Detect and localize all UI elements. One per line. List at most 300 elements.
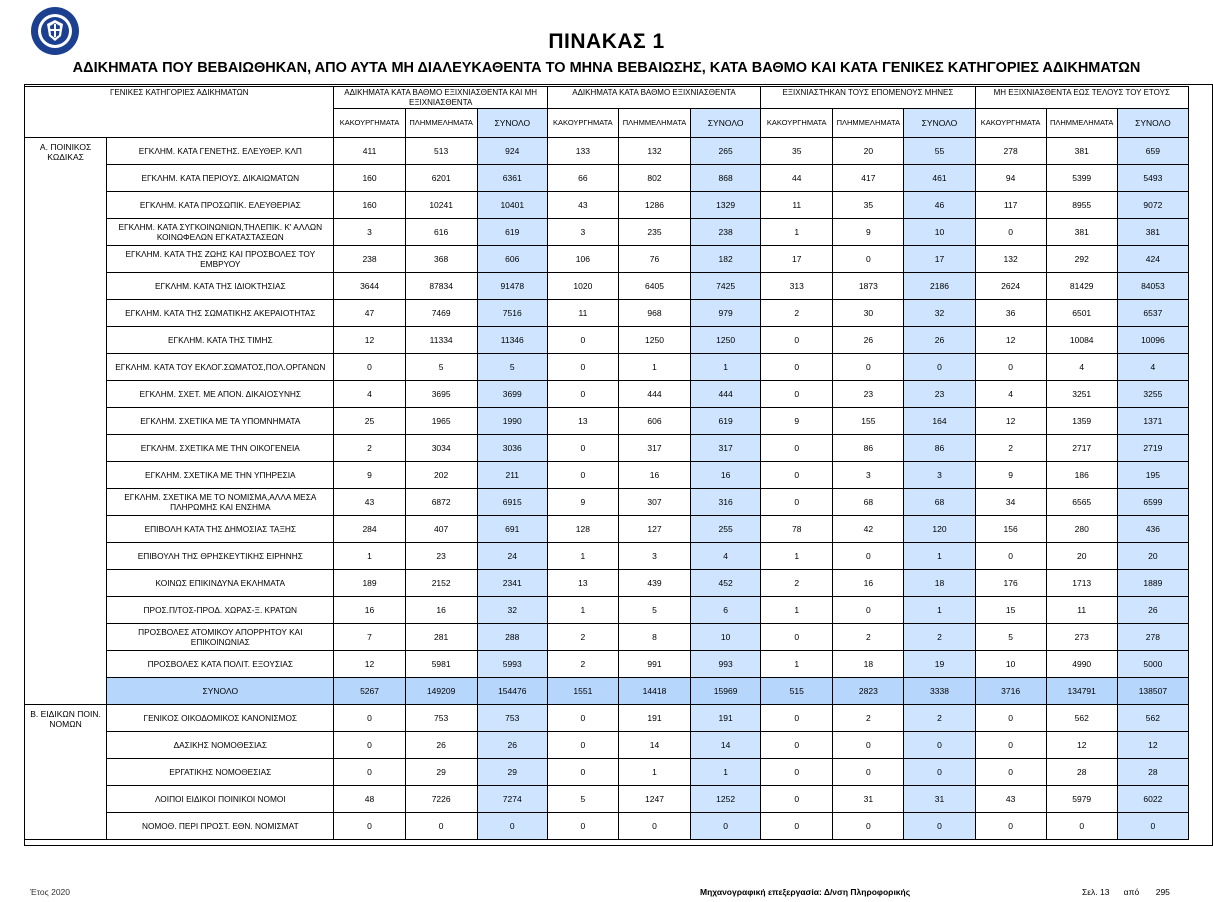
value-cell: 5 xyxy=(975,624,1046,651)
value-cell: 32 xyxy=(477,597,547,624)
value-cell: 1 xyxy=(618,759,690,786)
value-cell: 238 xyxy=(691,219,761,246)
value-cell: 25 xyxy=(334,408,405,435)
value-cell: 238 xyxy=(334,246,405,273)
value-cell: 411 xyxy=(334,138,405,165)
value-cell: 5979 xyxy=(1046,786,1117,813)
value-cell: 0 xyxy=(477,813,547,840)
value-cell: 0 xyxy=(833,354,904,381)
crime-table xyxy=(24,86,1189,840)
value-cell: 24 xyxy=(477,543,547,570)
value-cell: 13 xyxy=(547,570,618,597)
value-cell: 43 xyxy=(334,489,405,516)
value-cell: 10096 xyxy=(1117,327,1188,354)
table-row xyxy=(25,813,1189,840)
table-row xyxy=(25,381,1189,408)
value-cell: 31 xyxy=(833,786,904,813)
value-cell: 55 xyxy=(904,138,975,165)
value-cell: 0 xyxy=(833,813,904,840)
value-cell: 619 xyxy=(691,408,761,435)
value-cell: 91478 xyxy=(477,273,547,300)
crime-category: ΕΓΚΛΗΜ. ΚΑΤΑ ΤΗΣ ΖΩΗΣ ΚΑΙ ΠΡΟΣΒΟΛΕΣ ΤΟΥ ΕΜΒΡΥΟΥ xyxy=(107,246,334,273)
value-cell: 424 xyxy=(1117,246,1188,273)
value-cell: 186 xyxy=(1046,462,1117,489)
table-row xyxy=(25,732,1189,759)
value-cell: 2 xyxy=(975,435,1046,462)
table-row xyxy=(25,786,1189,813)
value-cell: 35 xyxy=(761,138,833,165)
value-cell: 1 xyxy=(761,651,833,678)
value-cell: 436 xyxy=(1117,516,1188,543)
value-cell: 4 xyxy=(334,381,405,408)
value-cell: 0 xyxy=(761,489,833,516)
total-value-cell: 138507 xyxy=(1117,678,1188,705)
value-cell: 6361 xyxy=(477,165,547,192)
value-cell: 23 xyxy=(904,381,975,408)
column-subheader: ΠΛΗΜΜΕΛΗΜΑΤΑ xyxy=(1046,109,1117,138)
value-cell: 133 xyxy=(547,138,618,165)
value-cell: 0 xyxy=(833,732,904,759)
value-cell: 2186 xyxy=(904,273,975,300)
total-value-cell: 15969 xyxy=(691,678,761,705)
value-cell: 4 xyxy=(975,381,1046,408)
crime-category: ΕΓΚΛΗΜ. ΚΑΤΑ ΠΕΡΙΟΥΣ. ΔΙΚΑΙΩΜΑΤΩΝ xyxy=(107,165,334,192)
value-cell: 0 xyxy=(975,354,1046,381)
value-cell: 439 xyxy=(618,570,690,597)
table-row xyxy=(25,759,1189,786)
page-subtitle: ΑΔΙΚΗΜΑΤΑ ΠΟΥ ΒΕΒΑΙΩΘΗΚΑΝ, ΑΠΟ ΑΥΤΑ ΜΗ ΔΙΑΛΕΥΚΑΘΕΝΤΑ ΤΟ ΜΗΝΑ ΒΕΒΑΙΩΣΗΣ, ΚΑΤΑ ΒΑΘΜΟ ΚΑΙ ΚΑΤΑ ΓΕΝΙΚΕΣ ΚΑΤΗΓΟΡΙΕΣ ΑΔΙΚΗΜΑΤΩΝ xyxy=(72,60,1141,76)
value-cell: 9 xyxy=(761,408,833,435)
value-cell: 2 xyxy=(904,624,975,651)
value-cell: 35 xyxy=(833,192,904,219)
value-cell: 993 xyxy=(691,651,761,678)
value-cell: 86 xyxy=(904,435,975,462)
value-cell: 87834 xyxy=(405,273,477,300)
value-cell: 12 xyxy=(334,651,405,678)
value-cell: 0 xyxy=(761,732,833,759)
value-cell: 12 xyxy=(975,327,1046,354)
value-cell: 317 xyxy=(618,435,690,462)
value-cell: 273 xyxy=(1046,624,1117,651)
value-cell: 1 xyxy=(761,597,833,624)
value-cell: 2 xyxy=(547,651,618,678)
column-group-header: ΑΔΙΚΗΜΑΤΑ ΚΑΤΑ ΒΑΘΜΟ ΕΞΙΧΝΙΑΣΘΕΝΤΑ ΚΑΙ ΜΗ ΕΞΙΧΝΙΑΣΘΕΝΤΑ xyxy=(334,87,547,109)
value-cell: 191 xyxy=(618,705,690,732)
value-cell: 81429 xyxy=(1046,273,1117,300)
value-cell: 1 xyxy=(761,543,833,570)
value-cell: 120 xyxy=(904,516,975,543)
value-cell: 155 xyxy=(833,408,904,435)
value-cell: 753 xyxy=(477,705,547,732)
value-cell: 10401 xyxy=(477,192,547,219)
crime-category: ΓΕΝΙΚΟΣ ΟΙΚΟΔΟΜΙΚΟΣ ΚΑΝΟΝΙΣΜΟΣ xyxy=(107,705,334,732)
value-cell: 15 xyxy=(975,597,1046,624)
value-cell: 0 xyxy=(975,705,1046,732)
value-cell: 117 xyxy=(975,192,1046,219)
value-cell: 29 xyxy=(477,759,547,786)
value-cell: 14 xyxy=(691,732,761,759)
value-cell: 0 xyxy=(975,732,1046,759)
column-subheader: ΚΑΚΟΥΡΓΗΜΑΤΑ xyxy=(547,109,618,138)
value-cell: 3034 xyxy=(405,435,477,462)
value-cell: 11334 xyxy=(405,327,477,354)
value-cell: 29 xyxy=(405,759,477,786)
crime-category: ΕΓΚΛΗΜ. ΣΧΕΤΙΚΑ ΜΕ ΤΗΝ ΥΠΗΡΕΣΙΑ xyxy=(107,462,334,489)
value-cell: 43 xyxy=(547,192,618,219)
value-cell: 182 xyxy=(691,246,761,273)
value-cell: 0 xyxy=(975,813,1046,840)
value-cell: 444 xyxy=(691,381,761,408)
value-cell: 0 xyxy=(761,327,833,354)
value-cell: 0 xyxy=(334,813,405,840)
value-cell: 0 xyxy=(904,354,975,381)
value-cell: 0 xyxy=(761,381,833,408)
value-cell: 452 xyxy=(691,570,761,597)
value-cell: 0 xyxy=(547,732,618,759)
footer-year: Έτος 2020 xyxy=(30,887,70,897)
value-cell: 1889 xyxy=(1117,570,1188,597)
value-cell: 3036 xyxy=(477,435,547,462)
value-cell: 78 xyxy=(761,516,833,543)
value-cell: 32 xyxy=(904,300,975,327)
value-cell: 0 xyxy=(975,759,1046,786)
value-cell: 1250 xyxy=(618,327,690,354)
value-cell: 17 xyxy=(904,246,975,273)
value-cell: 1 xyxy=(618,354,690,381)
value-cell: 407 xyxy=(405,516,477,543)
value-cell: 307 xyxy=(618,489,690,516)
value-cell: 10 xyxy=(975,651,1046,678)
value-cell: 278 xyxy=(1117,624,1188,651)
crime-category: ΕΓΚΛΗΜ. ΣΧΕΤ. ΜΕ ΑΠΟΝ. ΔΙΚΑΙΟΣΥΝΗΣ xyxy=(107,381,334,408)
value-cell: 28 xyxy=(1046,759,1117,786)
value-cell: 3251 xyxy=(1046,381,1117,408)
column-subheader: ΣΥΝΟΛΟ xyxy=(477,109,547,138)
value-cell: 2 xyxy=(904,705,975,732)
value-cell: 6872 xyxy=(405,489,477,516)
value-cell: 9 xyxy=(975,462,1046,489)
value-cell: 3644 xyxy=(334,273,405,300)
value-cell: 1 xyxy=(691,759,761,786)
value-cell: 3 xyxy=(334,219,405,246)
section-label: Α. ΠΟΙΝΙΚΟΣ ΚΩΔΙΚΑΣ xyxy=(25,138,107,705)
value-cell: 12 xyxy=(334,327,405,354)
value-cell: 7274 xyxy=(477,786,547,813)
value-cell: 7516 xyxy=(477,300,547,327)
value-cell: 26 xyxy=(405,732,477,759)
value-cell: 2341 xyxy=(477,570,547,597)
value-cell: 255 xyxy=(691,516,761,543)
value-cell: 280 xyxy=(1046,516,1117,543)
value-cell: 0 xyxy=(904,759,975,786)
value-cell: 68 xyxy=(904,489,975,516)
value-cell: 16 xyxy=(691,462,761,489)
value-cell: 8 xyxy=(618,624,690,651)
value-cell: 30 xyxy=(833,300,904,327)
value-cell: 17 xyxy=(761,246,833,273)
value-cell: 619 xyxy=(477,219,547,246)
crime-category: ΠΡΟΣΒΟΛΕΣ ΚΑΤΑ ΠΟΛΙΤ. ΕΞΟΥΣΙΑΣ xyxy=(107,651,334,678)
value-cell: 0 xyxy=(761,624,833,651)
crime-category: ΕΓΚΛΗΜ. ΚΑΤΑ ΤΟΥ ΕΚΛΟΓ.ΣΩΜΑΤΟΣ,ΠΟΛ.ΟΡΓΑΝΩΝ xyxy=(107,354,334,381)
value-cell: 991 xyxy=(618,651,690,678)
value-cell: 2 xyxy=(334,435,405,462)
value-cell: 10241 xyxy=(405,192,477,219)
value-cell: 381 xyxy=(1046,138,1117,165)
value-cell: 606 xyxy=(618,408,690,435)
table-row xyxy=(25,462,1189,489)
value-cell: 513 xyxy=(405,138,477,165)
value-cell: 5 xyxy=(547,786,618,813)
value-cell: 5493 xyxy=(1117,165,1188,192)
total-value-cell: 134791 xyxy=(1046,678,1117,705)
value-cell: 1252 xyxy=(691,786,761,813)
crime-category: ΠΡΟΣ.Π/ΤΟΣ-ΠΡΟΔ. ΧΩΡΑΣ-Ξ. ΚΡΑΤΩΝ xyxy=(107,597,334,624)
crime-category: ΕΡΓΑΤΙΚΗΣ ΝΟΜΟΘΕΣΙΑΣ xyxy=(107,759,334,786)
value-cell: 1965 xyxy=(405,408,477,435)
value-cell: 31 xyxy=(904,786,975,813)
value-cell: 1020 xyxy=(547,273,618,300)
column-subheader: ΚΑΚΟΥΡΓΗΜΑΤΑ xyxy=(334,109,405,138)
value-cell: 10084 xyxy=(1046,327,1117,354)
value-cell: 66 xyxy=(547,165,618,192)
value-cell: 606 xyxy=(477,246,547,273)
crime-category: ΠΡΟΣΒΟΛΕΣ ΑΤΟΜΙΚΟΥ ΑΠΟΡΡΗΤΟΥ ΚΑΙ ΕΠΙΚΟΙΝΩΝΙΑΣ xyxy=(107,624,334,651)
value-cell: 19 xyxy=(904,651,975,678)
value-cell: 47 xyxy=(334,300,405,327)
value-cell: 43 xyxy=(975,786,1046,813)
value-cell: 9 xyxy=(833,219,904,246)
column-group-header: ΕΞΙΧΝΙΑΣΤΗΚΑΝ ΤΟΥΣ ΕΠΟΜΕΝΟΥΣ ΜΗΝΕΣ xyxy=(761,87,975,109)
page-number: 13 xyxy=(1100,887,1110,897)
value-cell: 0 xyxy=(547,759,618,786)
value-cell: 691 xyxy=(477,516,547,543)
category-header: ΓΕΝΙΚΕΣ ΚΑΤΗΓΟΡΙΕΣ ΑΔΙΚΗΜΑΤΩΝ xyxy=(25,87,334,138)
value-cell: 562 xyxy=(1117,705,1188,732)
value-cell: 7226 xyxy=(405,786,477,813)
value-cell: 211 xyxy=(477,462,547,489)
value-cell: 0 xyxy=(334,732,405,759)
value-cell: 1990 xyxy=(477,408,547,435)
table-row xyxy=(25,300,1189,327)
value-cell: 381 xyxy=(1046,219,1117,246)
value-cell: 1873 xyxy=(833,273,904,300)
total-label: ΣΥΝΟΛΟ xyxy=(107,678,334,705)
value-cell: 2624 xyxy=(975,273,1046,300)
value-cell: 1250 xyxy=(691,327,761,354)
value-cell: 9 xyxy=(334,462,405,489)
value-cell: 235 xyxy=(618,219,690,246)
value-cell: 292 xyxy=(1046,246,1117,273)
value-cell: 6 xyxy=(691,597,761,624)
value-cell: 16 xyxy=(618,462,690,489)
total-value-cell: 149209 xyxy=(405,678,477,705)
value-cell: 0 xyxy=(761,759,833,786)
value-cell: 3 xyxy=(833,462,904,489)
total-value-cell: 2823 xyxy=(833,678,904,705)
value-cell: 0 xyxy=(904,732,975,759)
value-cell: 868 xyxy=(691,165,761,192)
value-cell: 2152 xyxy=(405,570,477,597)
value-cell: 156 xyxy=(975,516,1046,543)
value-cell: 132 xyxy=(618,138,690,165)
value-cell: 4 xyxy=(691,543,761,570)
value-cell: 461 xyxy=(904,165,975,192)
value-cell: 28 xyxy=(1117,759,1188,786)
value-cell: 659 xyxy=(1117,138,1188,165)
value-cell: 0 xyxy=(761,705,833,732)
column-subheader: ΠΛΗΜΜΕΛΗΜΑΤΑ xyxy=(833,109,904,138)
table-row xyxy=(25,246,1189,273)
crime-category: ΕΓΚΛΗΜ. ΚΑΤΑ ΣΥΓΚΟΙΝΩΝΙΩΝ,ΤΗΛΕΠΙΚ. Κ' ΑΛΛΩΝ ΚΟΙΝΩΦΕΛΩΝ ΕΓΚΑΤΑΣΤΑΣΕΩΝ xyxy=(107,219,334,246)
value-cell: 195 xyxy=(1117,462,1188,489)
value-cell: 12 xyxy=(1117,732,1188,759)
value-cell: 0 xyxy=(1046,813,1117,840)
value-cell: 12 xyxy=(975,408,1046,435)
value-cell: 11 xyxy=(1046,597,1117,624)
value-cell: 1359 xyxy=(1046,408,1117,435)
value-cell: 0 xyxy=(405,813,477,840)
value-cell: 10 xyxy=(904,219,975,246)
table-row xyxy=(25,597,1189,624)
value-cell: 128 xyxy=(547,516,618,543)
value-cell: 313 xyxy=(761,273,833,300)
value-cell: 3695 xyxy=(405,381,477,408)
value-cell: 8955 xyxy=(1046,192,1117,219)
value-cell: 84053 xyxy=(1117,273,1188,300)
value-cell: 2 xyxy=(761,300,833,327)
value-cell: 1 xyxy=(547,543,618,570)
value-cell: 16 xyxy=(833,570,904,597)
value-cell: 48 xyxy=(334,786,405,813)
column-group-header: ΜΗ ΕΞΙΧΝΙΑΣΘΕΝΤΑ ΕΩΣ ΤΕΛΟΥΣ ΤΟΥ ΕΤΟΥΣ xyxy=(975,87,1188,109)
value-cell: 368 xyxy=(405,246,477,273)
value-cell: 288 xyxy=(477,624,547,651)
value-cell: 924 xyxy=(477,138,547,165)
column-subheader: ΣΥΝΟΛΟ xyxy=(1117,109,1188,138)
column-subheader: ΣΥΝΟΛΟ xyxy=(691,109,761,138)
crime-category: ΕΓΚΛΗΜ. ΚΑΤΑ ΤΗΣ ΙΔΙΟΚΤΗΣΙΑΣ xyxy=(107,273,334,300)
value-cell: 6501 xyxy=(1046,300,1117,327)
value-cell: 316 xyxy=(691,489,761,516)
value-cell: 0 xyxy=(334,759,405,786)
value-cell: 1247 xyxy=(618,786,690,813)
value-cell: 7469 xyxy=(405,300,477,327)
value-cell: 16 xyxy=(405,597,477,624)
value-cell: 46 xyxy=(904,192,975,219)
value-cell: 1329 xyxy=(691,192,761,219)
table-row xyxy=(25,543,1189,570)
value-cell: 3 xyxy=(618,543,690,570)
value-cell: 26 xyxy=(1117,597,1188,624)
value-cell: 76 xyxy=(618,246,690,273)
column-subheader: ΠΛΗΜΜΕΛΗΜΑΤΑ xyxy=(618,109,690,138)
footer-pagination xyxy=(1082,887,1170,897)
value-cell: 1 xyxy=(334,543,405,570)
crime-category: ΕΓΚΛΗΜ. ΣΧΕΤΙΚΑ ΜΕ ΤΗΝ ΟΙΚΟΓΕΝΕΙΑ xyxy=(107,435,334,462)
value-cell: 34 xyxy=(975,489,1046,516)
total-value-cell: 154476 xyxy=(477,678,547,705)
value-cell: 0 xyxy=(975,219,1046,246)
value-cell: 2717 xyxy=(1046,435,1117,462)
table-row xyxy=(25,138,1189,165)
value-cell: 278 xyxy=(975,138,1046,165)
value-cell: 6537 xyxy=(1117,300,1188,327)
page-title: ΠΙΝΑΚΑΣ 1 xyxy=(548,30,665,53)
crime-category: ΛΟΙΠΟΙ ΕΙΔΙΚΟΙ ΠΟΙΝΙΚΟΙ ΝΟΜΟΙ xyxy=(107,786,334,813)
crime-category: ΕΓΚΛΗΜ. ΣΧΕΤΙΚΑ ΜΕ ΤΑ ΥΠΟΜΝΗΜΑΤΑ xyxy=(107,408,334,435)
value-cell: 0 xyxy=(547,462,618,489)
value-cell: 5993 xyxy=(477,651,547,678)
table-row xyxy=(25,624,1189,651)
value-cell: 176 xyxy=(975,570,1046,597)
section-label: Β. ΕΙΔΙΚΩΝ ΠΟΙΝ. ΝΟΜΩΝ xyxy=(25,705,107,840)
value-cell: 3255 xyxy=(1117,381,1188,408)
value-cell: 802 xyxy=(618,165,690,192)
value-cell: 9072 xyxy=(1117,192,1188,219)
value-cell: 0 xyxy=(691,813,761,840)
value-cell: 3 xyxy=(904,462,975,489)
value-cell: 0 xyxy=(547,381,618,408)
footer-processing: Μηχανογραφική επεξεργασία: Δ/νση Πληροφορικής xyxy=(700,887,911,897)
value-cell: 7 xyxy=(334,624,405,651)
value-cell: 20 xyxy=(1046,543,1117,570)
value-cell: 0 xyxy=(904,813,975,840)
value-cell: 202 xyxy=(405,462,477,489)
crime-category: ΕΠΙΒΟΛΗ ΚΑΤΑ ΤΗΣ ΔΗΜΟΣΙΑΣ ΤΑΞΗΣ xyxy=(107,516,334,543)
table-row xyxy=(25,435,1189,462)
value-cell: 42 xyxy=(833,516,904,543)
value-cell: 1 xyxy=(904,543,975,570)
value-cell: 1371 xyxy=(1117,408,1188,435)
value-cell: 12 xyxy=(1046,732,1117,759)
crime-category: ΕΓΚΛΗΜ. ΚΑΤΑ ΠΡΟΣΩΠΙΚ. ΕΛΕΥΘΕΡΙΑΣ xyxy=(107,192,334,219)
value-cell: 562 xyxy=(1046,705,1117,732)
value-cell: 281 xyxy=(405,624,477,651)
table-row xyxy=(25,705,1189,732)
of-label: από xyxy=(1123,887,1140,897)
page-total: 295 xyxy=(1155,887,1170,897)
value-cell: 20 xyxy=(1117,543,1188,570)
total-value-cell: 14418 xyxy=(618,678,690,705)
value-cell: 317 xyxy=(691,435,761,462)
value-cell: 2 xyxy=(761,570,833,597)
header-row-groups xyxy=(25,87,1189,109)
column-subheader: ΚΑΚΟΥΡΓΗΜΑΤΑ xyxy=(761,109,833,138)
value-cell: 26 xyxy=(477,732,547,759)
value-cell: 6915 xyxy=(477,489,547,516)
total-row xyxy=(25,678,1189,705)
value-cell: 0 xyxy=(833,246,904,273)
total-value-cell: 3338 xyxy=(904,678,975,705)
value-cell: 2 xyxy=(833,624,904,651)
total-value-cell: 3716 xyxy=(975,678,1046,705)
value-cell: 1 xyxy=(761,219,833,246)
value-cell: 265 xyxy=(691,138,761,165)
table-row xyxy=(25,408,1189,435)
value-cell: 0 xyxy=(975,543,1046,570)
value-cell: 0 xyxy=(761,786,833,813)
value-cell: 1286 xyxy=(618,192,690,219)
value-cell: 2 xyxy=(833,705,904,732)
table-row xyxy=(25,516,1189,543)
value-cell: 26 xyxy=(904,327,975,354)
value-cell: 417 xyxy=(833,165,904,192)
value-cell: 1 xyxy=(691,354,761,381)
value-cell: 44 xyxy=(761,165,833,192)
value-cell: 284 xyxy=(334,516,405,543)
value-cell: 0 xyxy=(833,759,904,786)
